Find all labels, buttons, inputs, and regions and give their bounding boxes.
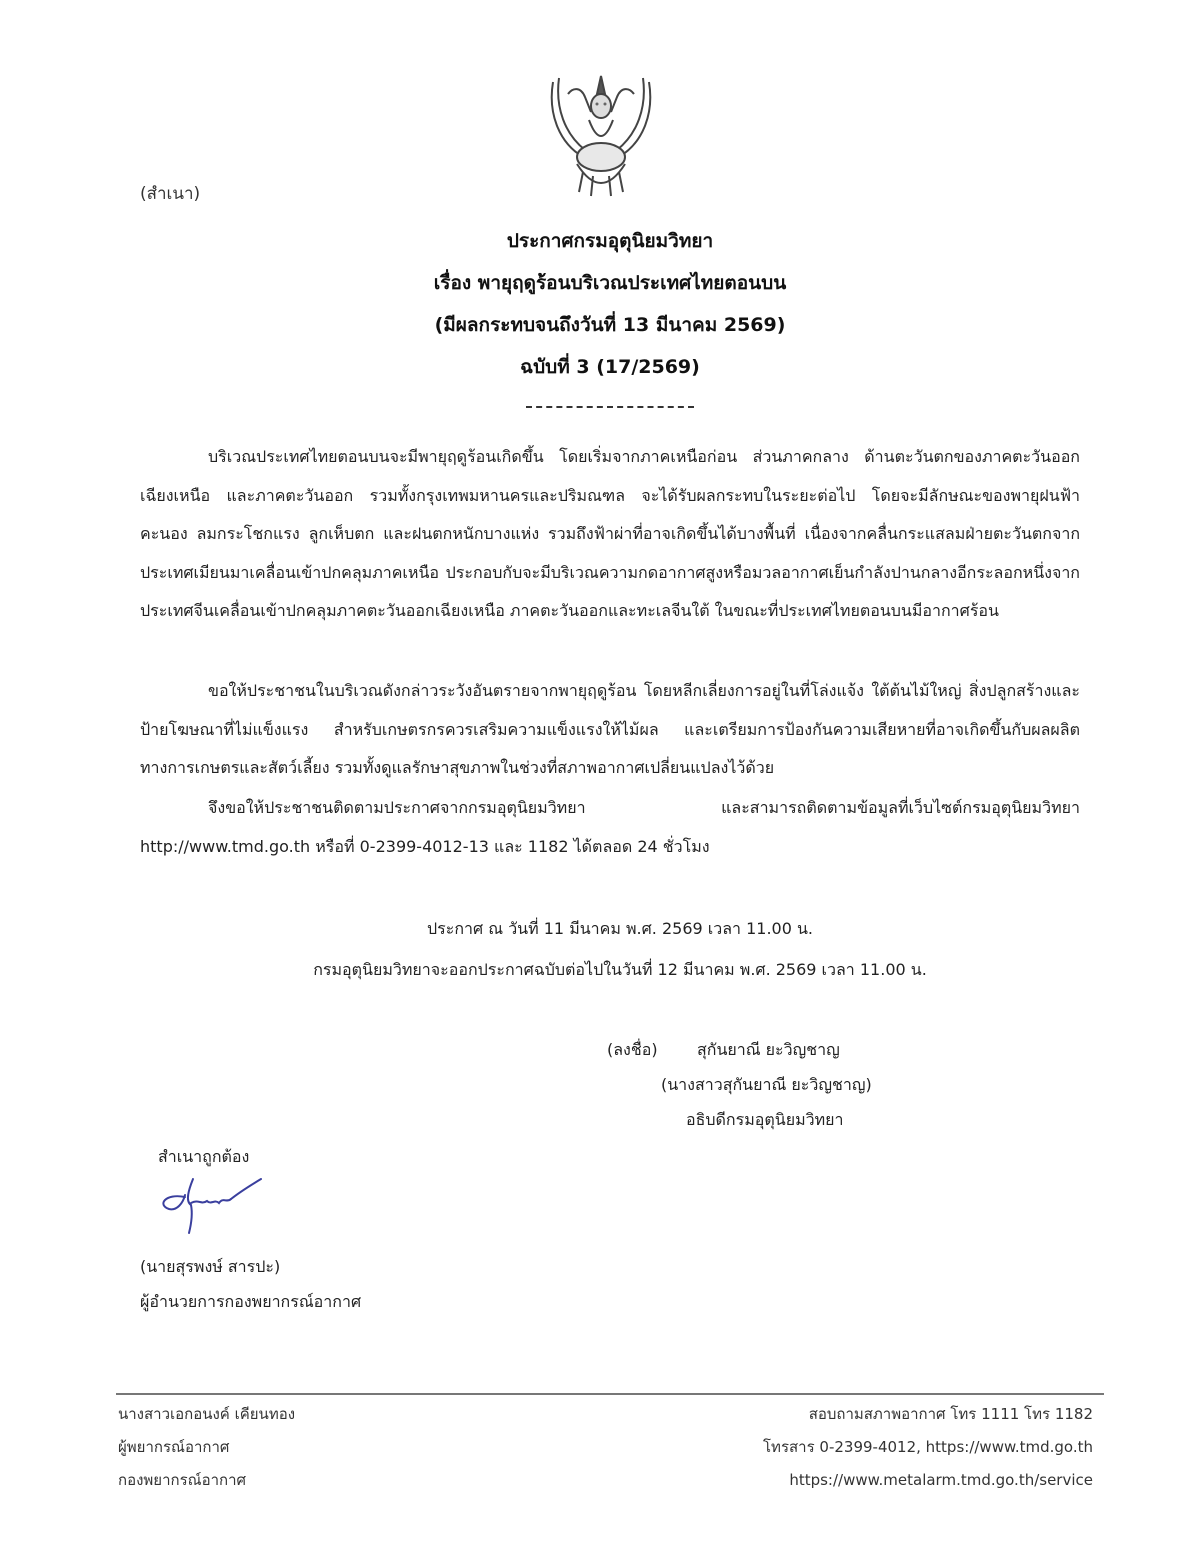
title-divider — [526, 406, 694, 408]
garuda-emblem-icon — [543, 72, 659, 200]
paragraph-2-text: ขอให้ประชาชนในบริเวณดังกล่าวระวังอันตรายจากพายุฤดูร้อน โดยหลีกเลี่ยงการอยู่ในที่โล่งแจ้ง ใต้ต้นไม้ใหญ่ สิ่งปลูกสร้างและป้ายโฆษณาที่ไม่แข็งแรง สำหรับเกษตรกรควรเสริมความแข็งแรงให้ไม้ผล และเตรียมการป้องกันความเสียหายที่อาจเกิดขึ้นกับผลผลิตทางการเกษตรและสัตว์เลี้ยง รวมทั้งดูแลรักษาสุขภาพในช่วงที่สภาพอากาศเปลี่ยนแปลงไว้ด้วย — [140, 681, 1080, 777]
paragraph-1 — [140, 438, 1080, 631]
copy-mark-label: (สำเนา) — [140, 184, 201, 204]
paragraph-2 — [140, 672, 1080, 788]
next-issue-date: กรมอุตุนิยมวิทยาจะออกประกาศฉบับต่อไปในวันที่ 12 มีนาคม พ.ศ. 2569 เวลา 11.00 น. — [313, 960, 927, 979]
paragraph-3 — [140, 789, 1080, 866]
issue-number: ฉบับที่ 3 (17/2569) — [520, 356, 700, 378]
forecaster-title: ผู้พยากรณ์อากาศ — [118, 1438, 230, 1456]
footer-left — [118, 1398, 295, 1497]
signatory-full-name: (นางสาวสุกันยาณี ยะวิญชาญ) — [661, 1075, 872, 1094]
effective-date: (มีผลกระทบจนถึงวันที่ 13 มีนาคม 2569) — [434, 314, 786, 336]
document-title: ประกาศกรมอุตุนิยมวิทยา — [506, 230, 714, 252]
announced-date: ประกาศ ณ วันที่ 11 มีนาคม พ.ศ. 2569 เวลา 11.00 น. — [427, 919, 813, 938]
handwritten-signature-icon — [155, 1175, 265, 1235]
paragraph-3-text: จึงขอให้ประชาชนติดตามประกาศจากกรมอุตุนิยมวิทยา และสามารถติดตามข้อมูลที่เว็บไซต์กรมอุตุนิยมวิทยา http://www.tmd.go.th หรือที่ 0-2399-4012-13 และ 1182 ได้ตลอด 24 ชั่วโมง — [140, 798, 1080, 856]
certified-copy-position: ผู้อำนวยการกองพยากรณ์อากาศ — [140, 1292, 362, 1311]
document-subject: เรื่อง พายุฤดูร้อนบริเวณประเทศไทยตอนบน — [433, 272, 787, 294]
contact-service-link[interactable]: https://www.metalarm.tmd.go.th/service — [789, 1471, 1093, 1489]
sign-label: (ลงชื่อ) — [607, 1040, 658, 1059]
paragraph-1-text: บริเวณประเทศไทยตอนบนจะมีพายุฤดูร้อนเกิดขึ้น โดยเริ่มจากภาคเหนือก่อน ส่วนภาคกลาง ด้านตะวันตกของภาคตะวันออกเฉียงเหนือ และภาคตะวันออก รวมทั้งกรุงเทพมหานครและปริมณฑล จะได้รับผลกระทบในระยะต่อไป โดยจะมีลักษณะของพายุฝนฟ้าคะนอง ลมกระโชกแรง ลูกเห็บตก และฝนตกหนักบางแห่ง รวมถึงฟ้าผ่าที่อาจเกิดขึ้นได้บางพื้นที่ เนื่องจากคลื่นกระแสลมฝ่ายตะวันตกจากประเทศเมียนมาเคลื่อนเข้าปกคลุมภาคเหนือ ประกอบกับจะมีบริเวณความกดอากาศสูงหรือมวลอากาศเย็นกำลังปานกลางอีกระลอกหนึ่งจากประเทศจีนเคลื่อนเข้าปกคลุมภาคตะวันออกเฉียงเหนือ ภาคตะวันออกและทะเลจีนใต้ ในขณะที่ประเทศไทยตอนบนมีอากาศร้อน — [140, 447, 1080, 620]
signatory-position: อธิบดีกรมอุตุนิยมวิทยา — [686, 1110, 844, 1129]
footer-divider — [116, 1393, 1104, 1395]
contact-phone: สอบถามสภาพอากาศ โทร 1111 โทร 1182 — [808, 1405, 1093, 1423]
signatory-name: สุกันยาณี ยะวิญชาญ — [697, 1040, 840, 1059]
certified-copy-name: (นายสุรพงษ์ สารปะ) — [140, 1257, 281, 1276]
contact-fax-website: โทรสาร 0-2399-4012, https://www.tmd.go.th — [763, 1438, 1093, 1456]
certified-copy-label: สำเนาถูกต้อง — [158, 1147, 250, 1166]
forecaster-division: กองพยากรณ์อากาศ — [118, 1471, 247, 1489]
footer-right — [763, 1398, 1093, 1497]
forecaster-name: นางสาวเอกอนงค์ เคียนทอง — [118, 1405, 296, 1423]
